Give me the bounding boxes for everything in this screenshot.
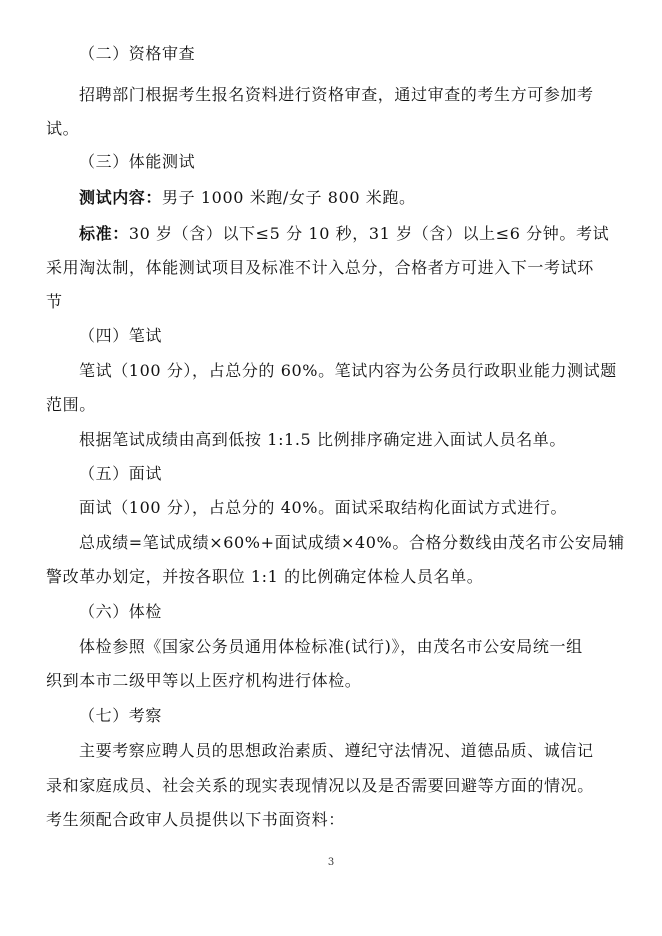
paragraph-line: 采用淘汰制，体能测试项目及标准不计入总分，合格者方可进入下一考试环 [46, 258, 594, 277]
section-heading-medical-exam: （六）体检 [79, 602, 163, 621]
paragraph-line: 考生须配合政审人员提供以下书面资料： [46, 810, 345, 829]
section-heading-written-test: （四）笔试 [79, 326, 163, 345]
paragraph-line: 根据笔试成绩由高到低按 1:1.5 比例排序确定进入面试人员名单。 [79, 430, 566, 449]
paragraph-line: 面试（100 分），占总分的 40%。面试采取结构化面试方式进行。 [79, 498, 568, 517]
paragraph-line: 体检参照《国家公务员通用体检标准(试行)》，由茂名市公安局统一组 [79, 637, 583, 656]
paragraph-line: 织到本市二级甲等以上医疗机构进行体检。 [46, 671, 362, 690]
paragraph-line: 招聘部门根据考生报名资料进行资格审查，通过审查的考生方可参加考 [79, 85, 594, 104]
paragraph-line: 节 [46, 292, 63, 311]
paragraph-line [79, 224, 609, 244]
section-heading-inspection: （七）考察 [79, 706, 163, 725]
bold-label: 标准： [79, 224, 129, 243]
section-heading-qualification: （二）资格审查 [79, 44, 196, 63]
paragraph-line: 笔试（100 分），占总分的 60%。笔试内容为公务员行政职业能力测试题 [79, 361, 617, 380]
inline-text: 30 岁（含）以下≤5 分 10 秒，31 岁（含）以上≤6 分钟。考试 [128, 224, 610, 243]
paragraph-line: 试。 [46, 119, 80, 138]
section-heading-physical-test: （三）体能测试 [79, 152, 196, 171]
paragraph-line: 范围。 [46, 395, 96, 414]
section-heading-interview: （五）面试 [79, 464, 163, 483]
paragraph-line: 警改革办划定，并按各职位 1:1 的比例确定体检人员名单。 [46, 567, 484, 586]
paragraph-line: 总成绩=笔试成绩×60%+面试成绩×40%。合格分数线由茂名市公安局辅 [79, 533, 625, 552]
paragraph-line: 录和家庭成员、社会关系的现实表现情况以及是否需要回避等方面的情况。 [46, 776, 594, 795]
bold-label: 测试内容： [79, 188, 163, 207]
paragraph-line: 主要考察应聘人员的思想政治素质、遵纪守法情况、道德品质、诚信记 [79, 741, 594, 760]
page-number: 3 [327, 857, 335, 868]
paragraph-line [79, 188, 416, 208]
inline-text: 男子 1000 米跑/女子 800 米跑。 [162, 188, 416, 207]
